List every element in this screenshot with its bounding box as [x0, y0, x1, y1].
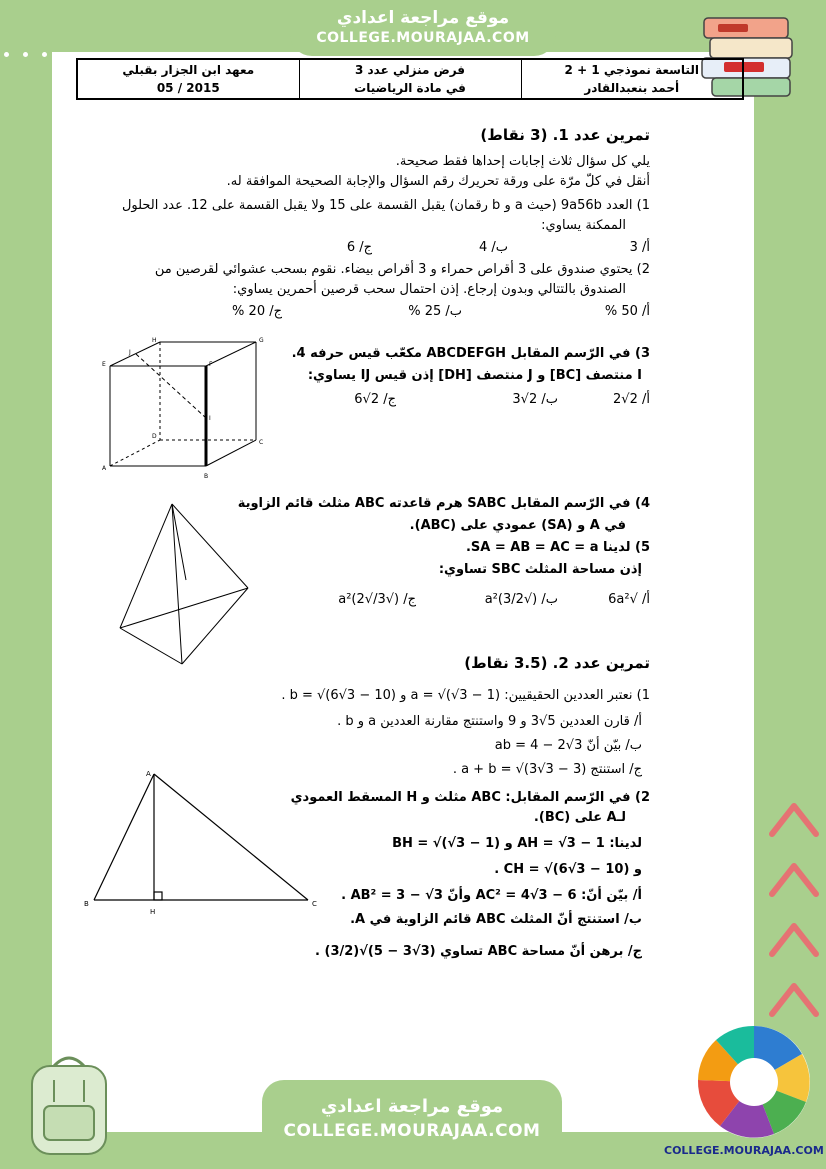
ex1-q2-answer-b: ب/ 25 %	[408, 304, 462, 319]
ex2-q1a: أ/ قارن العددين 5√3 و 9 واستنتج مقارنة العددين a و b .	[337, 714, 642, 729]
ex1-q1-line1: 1) العدد 9a56b (حيث a و b رقمان) يقبل القسمة على 15 ولا يقبل القسمة على 12. عدد الحلول	[121, 198, 650, 213]
pyramid-figure	[110, 496, 270, 666]
cube-label-b: B	[204, 473, 209, 480]
ex1-q5-answer-a: أ/ √6a²	[608, 592, 650, 607]
header-exam-title: فرض منزلي عدد 3 في مادة الرياضيات	[299, 59, 521, 99]
exercise2-title: تمرين عدد 2. (3.5 نقاط)	[464, 654, 650, 672]
ex2-q1b: ب/ بيّن أنّ ab = 4 − 2√3	[494, 738, 642, 753]
ex1-q1-answer-c: ج/ 6	[346, 240, 372, 255]
triangle-label-a: A	[146, 770, 151, 778]
cube-figure	[96, 336, 276, 486]
bottom-watermark-arabic: موقع مراجعة اعدادي	[320, 1096, 504, 1117]
ex1-q4-line1: 4) في الرّسم المقابل SABC هرم قاعدته ABC مثلث قائم الزاوية	[237, 496, 650, 511]
ex2-q2b: ب/ استنتج أنّ المثلث ABC قائم الزاوية في A.	[350, 912, 642, 927]
ex1-q2-answer-a: أ/ 50 %	[604, 304, 650, 319]
cube-label-h: H	[152, 337, 157, 344]
triangle-label-b: B	[84, 900, 89, 908]
triangle-label-h: H	[150, 908, 156, 916]
ex1-q3-answer-c: ج/ 2√6	[354, 392, 396, 407]
cube-label-g: G	[259, 337, 264, 344]
top-watermark-arabic: موقع مراجعة اعدادي	[336, 8, 510, 28]
cube-label-j: J	[129, 349, 131, 356]
ex1-q2-line2: الصندوق بالتتالي وبدون إرجاع. إذن احتمال سحب قرصين أحمرين يساوي:	[232, 282, 626, 297]
triangle-label-c: C	[312, 900, 317, 908]
ex1-q1-answer-b: ب/ 4	[478, 240, 508, 255]
cube-label-i: I	[209, 415, 211, 422]
bottom-watermark-url[interactable]: COLLEGE.MOURAJAA.COM	[283, 1121, 541, 1141]
header-class: التاسعة نموذجي 1 + 2 أحمد بنعبدالقادر	[521, 59, 743, 99]
ex1-q3-answer-b: ب/ 2√3	[512, 392, 558, 407]
ex1-q3-answer-a: أ/ 2√2	[613, 392, 650, 407]
ex1-intro2: أنقل في كلّ مرّة على ورقة تحريرك رقم السؤال والإجابة الصحيحة الموافقة له.	[226, 174, 650, 189]
ex2-q2-given: لدينا: AH = √3 − 1 و BH = √(√3 − 1)	[392, 836, 642, 851]
ex2-q2-line1: 2) في الرّسم المقابل: ABC مثلث و H المسقط العمودي	[290, 790, 650, 805]
ex1-q2-answer-c: ج/ 20 %	[232, 304, 282, 319]
site-wheel-logo-icon	[694, 1022, 814, 1142]
ex2-q2a: أ/ بيّن أنّ: AC² = 4√3 − 6 وأنّ AB² = 3 − √3 .	[341, 888, 642, 903]
backpack-icon	[14, 1050, 124, 1160]
ex1-intro1: يلي كل سؤال ثلاث إجابات إحداها فقط صحيحة.	[395, 154, 650, 169]
cube-label-d: D	[152, 433, 157, 440]
ex1-q3-line2: I منتصف [BC] و J منتصف [DH] إذن قيس IJ يساوي:	[307, 368, 642, 383]
corner-site-url[interactable]: COLLEGE.MOURAJAA.COM	[664, 1144, 824, 1157]
bottom-watermark-tab	[262, 1080, 562, 1169]
ex2-q2c: ج/ برهن أنّ مساحة ABC تساوي (3√3 − 5)√(3/2) .	[315, 944, 642, 959]
ex1-q1-line2: الممكنة يساوي:	[541, 218, 626, 233]
ex2-q1c: ج/ استنتج a + b = √(3√3 − 3) .	[452, 762, 642, 777]
ex2-q1: 1) نعتبر العددين الحقيقيين: a = √(√3 − 1) و b = √(6√3 − 10) .	[281, 688, 650, 703]
cube-label-f: F	[209, 361, 213, 368]
cube-label-c: C	[259, 439, 264, 446]
ex1-q5-answer-c: ج/ (√3/√2)a²	[338, 592, 416, 607]
ex1-q5-line2: إذن مساحة المثلث SBC تساوي:	[438, 562, 642, 577]
header-school: معهد ابن الجزار بقبلي 2015 / 05	[77, 59, 299, 99]
top-watermark-url[interactable]: COLLEGE.MOURAJAA.COM	[316, 30, 530, 46]
ex1-q4-line2: في A و (SA) عمودي على (ABC).	[409, 518, 626, 533]
exercise1-title: تمرين عدد 1. (3 نقاط)	[480, 126, 650, 144]
ex1-q1-answer-a: أ/ 3	[629, 240, 650, 255]
chevron-decoration-icon	[766, 790, 822, 1050]
cube-label-a: A	[102, 465, 107, 472]
ex1-q2-line1: 2) يحتوي صندوق على 3 أقراص حمراء و 3 أقراص بيضاء. نقوم بسحب عشوائي لقرصين من	[154, 262, 650, 277]
cube-label-e: E	[102, 361, 106, 368]
ex1-q5-line1: 5) لدينا SA = AB = AC = a.	[465, 540, 650, 555]
ex2-q2-line2: لـA على (BC).	[533, 810, 626, 825]
ex1-q3-line1: 3) في الرّسم المقابل ABCDEFGH مكعّب قيس حرفه 4.	[291, 346, 650, 361]
ex1-q5-answer-b: ب/ (√3/2)a²	[484, 592, 558, 607]
triangle-figure	[80, 766, 330, 916]
ex2-q2-given2: و CH = √(6√3 − 10) .	[494, 862, 642, 877]
